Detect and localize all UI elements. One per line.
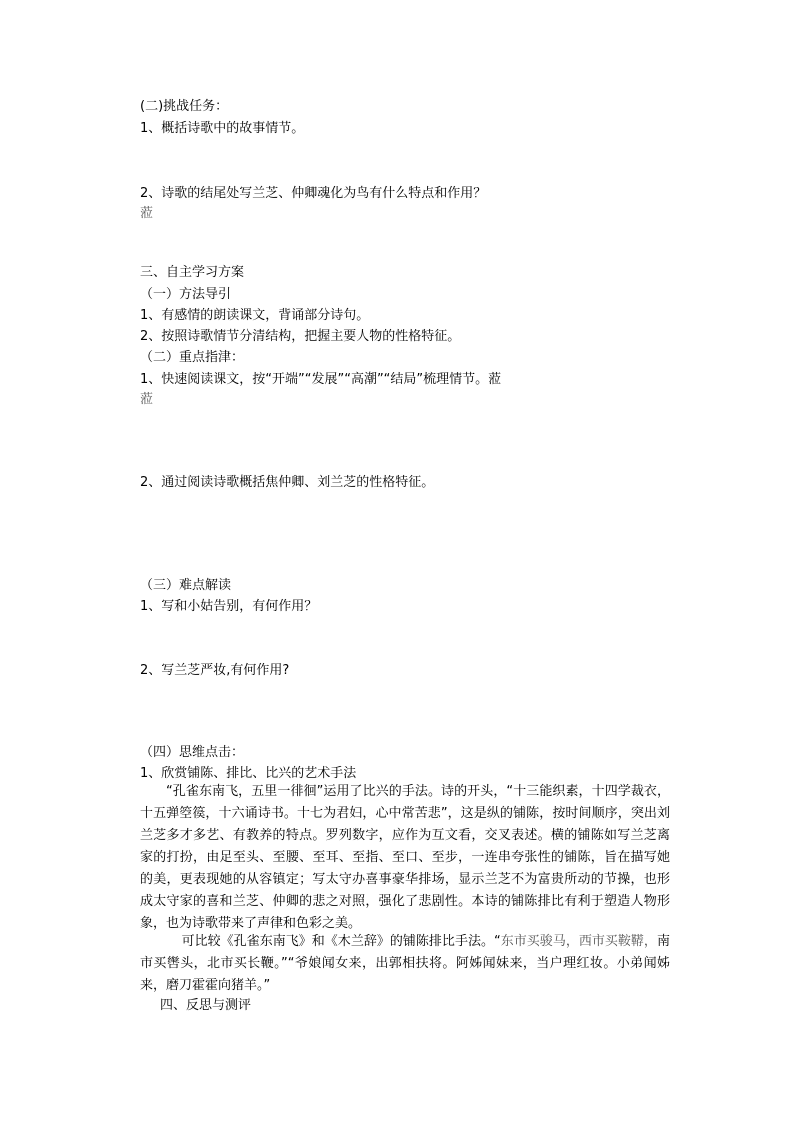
thinking-heading: （四）思维点击： (140, 745, 245, 760)
challenge-mark: 蒞 (140, 206, 154, 221)
challenge-heading: (二)挑战任务： (140, 99, 229, 114)
paragraph-text: “孔雀东南飞，五里一徘徊”运用了比兴的手法。诗的开头，“十三能织素，十四学裁衣，十五弹箜篌，十六诵诗书。十七为君妇，心中常苦悲”，这是纵的铺陈，按时间顺序，突出刘兰芝多才多艺、有教养的特点。罗列数字，应作为互文看，交叉表述。横的铺陈如写兰芝离家的打扮，由足至头、至腰、至耳、至指、至口、至步，一连串夸张性的铺陈，旨在描写她的美，更表现她的从容镇定；写太守办喜事豪华排场，显示兰芝不为富贵所动的节操，也形成太守家的喜和兰芝、仲卿的悲之对照，强化了悲剧性。本诗的铺陈排比有利于塑造人物形象，也为诗歌带来了声律和色彩之美。 (140, 784, 670, 931)
key-item-1: 1、快速阅读课文，按“开端”“发展”“高潮”“结局”梳理情节。蒞 (140, 372, 502, 387)
paragraph-text (140, 931, 670, 997)
para2-quote: 东市买骏马，西市买鞍鞯， (500, 934, 657, 949)
difficult-item-1: 1、写和小姑告别，有何作用？ (140, 599, 318, 614)
method-item-1: 1、有感情的朗读课文，背诵部分诗句。 (140, 308, 370, 323)
difficult-item-2: 2、写兰芝严妆,有何作用? (140, 663, 290, 678)
method-heading: （一）方法导引 (140, 287, 232, 302)
para2-lead: 可比较《孔雀东南飞》和《木兰辞》的铺陈排比手法。“ (181, 934, 501, 949)
challenge-q2: 2、诗歌的结尾处写兰芝、仲卿魂化为鸟有什么特点和作用？ (140, 186, 487, 201)
thinking-paragraph-2 (140, 931, 670, 997)
para2-rest: 南市买辔头，北市买长鞭。”“爷娘闻女来，出郭相扶将。阿姊闻妹来，当户理红妆。小弟闻姊来，磨刀霍霍向猪羊。” (140, 934, 670, 993)
challenge-q1: 1、概括诗歌中的故事情节。 (140, 121, 305, 136)
key-mark: 蒞 (140, 392, 154, 407)
thinking-item-1: 1、欣赏铺陈、排比、比兴的艺术手法 (140, 766, 357, 781)
method-item-2: 2、按照诗歌情节分清结构，把握主要人物的性格特征。 (140, 329, 461, 344)
difficult-heading: （三）难点解读 (140, 578, 232, 593)
section-three-heading: 三、自主学习方案 (140, 265, 245, 280)
reflection-heading: 四、反思与测评 (160, 998, 252, 1013)
thinking-paragraph-1 (140, 781, 670, 935)
key-item-2: 2、通过阅读诗歌概括焦仲卿、刘兰芝的性格特征。 (140, 475, 435, 490)
key-heading: （二）重点指津： (140, 350, 245, 365)
